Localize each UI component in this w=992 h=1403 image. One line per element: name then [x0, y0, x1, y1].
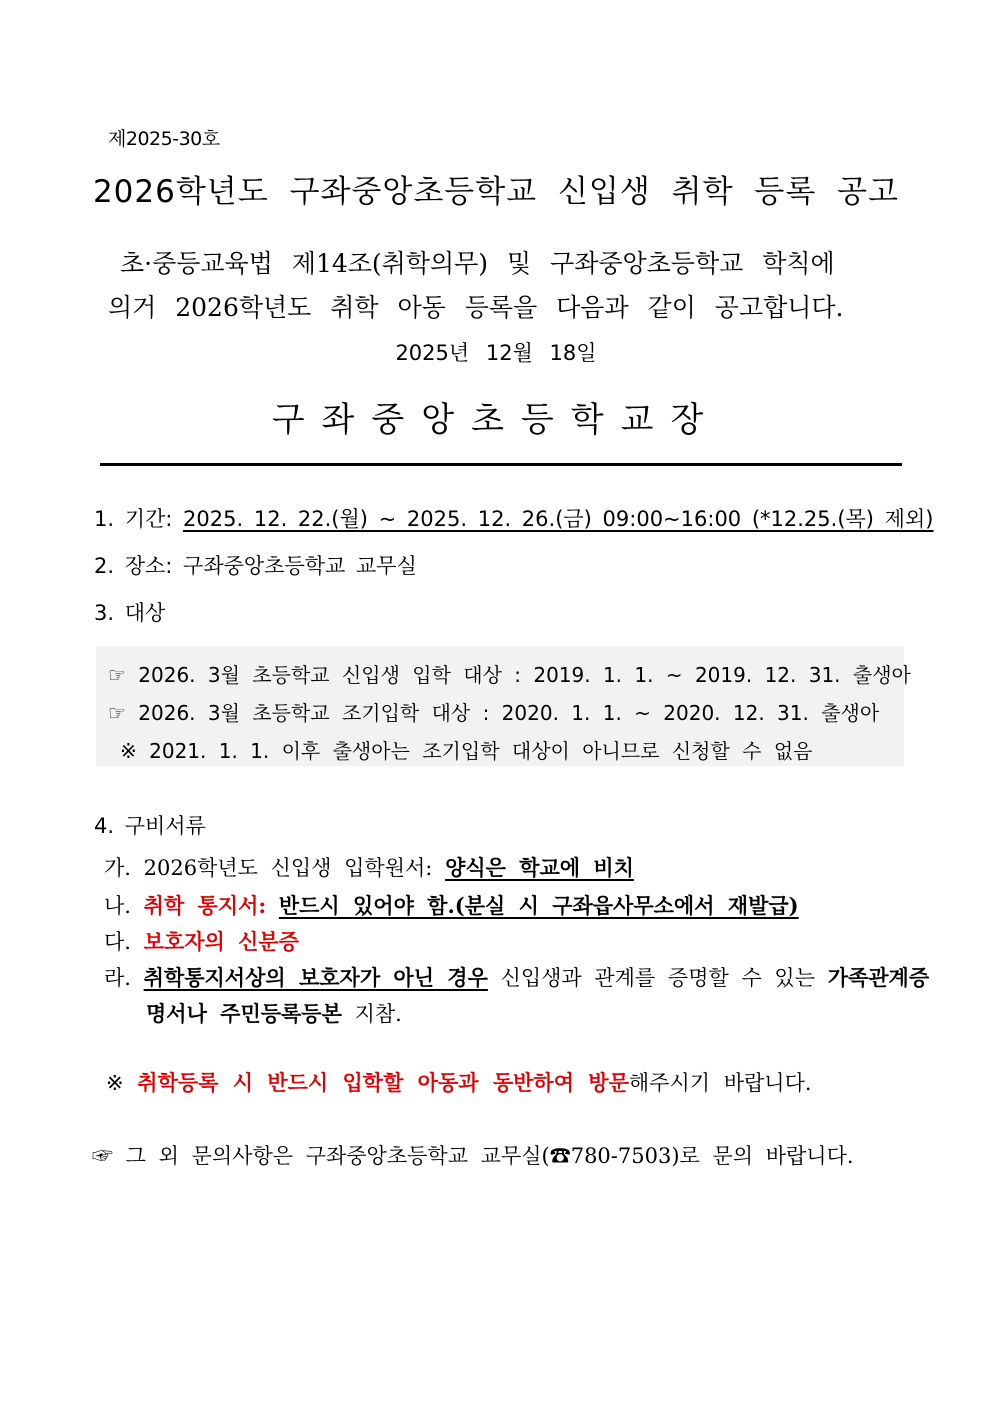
place-label: 2. 장소:: [94, 554, 173, 578]
period-value: 2025. 12. 22.(월) ~ 2025. 12. 26.(금) 09:00~16:00 (*12.25.(목) 제외): [183, 507, 934, 531]
document-d-bold-2: 가족관계증: [827, 965, 930, 990]
document-item-d: [104, 962, 929, 992]
place-value: 구좌중앙초등학교 교무실: [183, 554, 417, 578]
document-d-line2-bold: 명서나 주민등록등본: [146, 1001, 342, 1026]
document-c-prefix: 다.: [104, 930, 131, 954]
document-b-label: 취학 통지서:: [143, 893, 267, 918]
place-item: [94, 550, 417, 580]
document-d-bold-1: 취학통지서상의 보호자가 아닌 경우: [143, 965, 488, 990]
document-d-prefix: 라.: [104, 966, 131, 990]
document-d-text: 신입생과 관계를 증명할 수 있는: [500, 966, 815, 990]
document-b-value: 반드시 있어야 함.(분실 시 구좌읍사무소에서 재발급): [278, 893, 799, 918]
contact-info: ☞ 그 외 문의사항은 구좌중앙초등학교 교무실(☎780-7503)로 문의 바랍니다.: [92, 1144, 854, 1168]
document-item-d-line-2: [146, 998, 402, 1028]
document-a-prefix: 가. 2026학년도 신입생 입학원서:: [104, 856, 433, 880]
target-label: 3. 대상: [94, 601, 166, 625]
divider-line: [100, 463, 902, 466]
document-number: 제2025-30호: [108, 128, 220, 150]
document-item-c: [104, 926, 299, 956]
target-line-1: ☞ 2026. 3월 초등학교 신입생 입학 대상 : 2019. 1. 1. ~ 2019. 12. 31. 출생아: [108, 663, 911, 687]
intro-line-2: 의거 2026학년도 취학 아동 등록을 다음과 같이 공고합니다.: [108, 293, 844, 322]
notice-highlight: 취학등록 시 반드시 입학할 아동과 동반하여 방문: [137, 1070, 629, 1095]
notice-mark: ※: [106, 1071, 124, 1095]
documents-label: 4. 구비서류: [94, 814, 206, 838]
document-item-b: [104, 890, 799, 920]
document-c-value: 보호자의 신분증: [143, 929, 299, 954]
notice-rest: 해주시기 바랍니다.: [628, 1071, 812, 1095]
target-line-2: ☞ 2026. 3월 초등학교 조기입학 대상 : 2020. 1. 1. ~ 2020. 12. 31. 출생아: [108, 701, 880, 725]
intro-line-1: 초·중등교육법 제14조(취학의무) 및 구좌중앙초등학교 학칙에: [120, 249, 835, 278]
period-label: 1. 기간:: [94, 507, 173, 531]
visit-notice: [106, 1067, 812, 1097]
document-b-prefix: 나.: [104, 894, 131, 918]
document-item-a: [104, 852, 634, 882]
page-title: 2026학년도 구좌중앙초등학교 신입생 취학 등록 공고: [92, 174, 900, 210]
target-line-3: ※ 2021. 1. 1. 이후 출생아는 조기입학 대상이 아니므로 신청할 수 없음: [120, 739, 813, 763]
principal-signature: 구좌중앙초등학교장: [271, 400, 721, 440]
document-a-value: 양식은 학교에 비치: [445, 855, 634, 880]
announcement-date: 2025년 12월 18일: [395, 341, 597, 365]
period-item: [94, 503, 933, 533]
document-d-line2-text: 지참.: [354, 1002, 402, 1026]
